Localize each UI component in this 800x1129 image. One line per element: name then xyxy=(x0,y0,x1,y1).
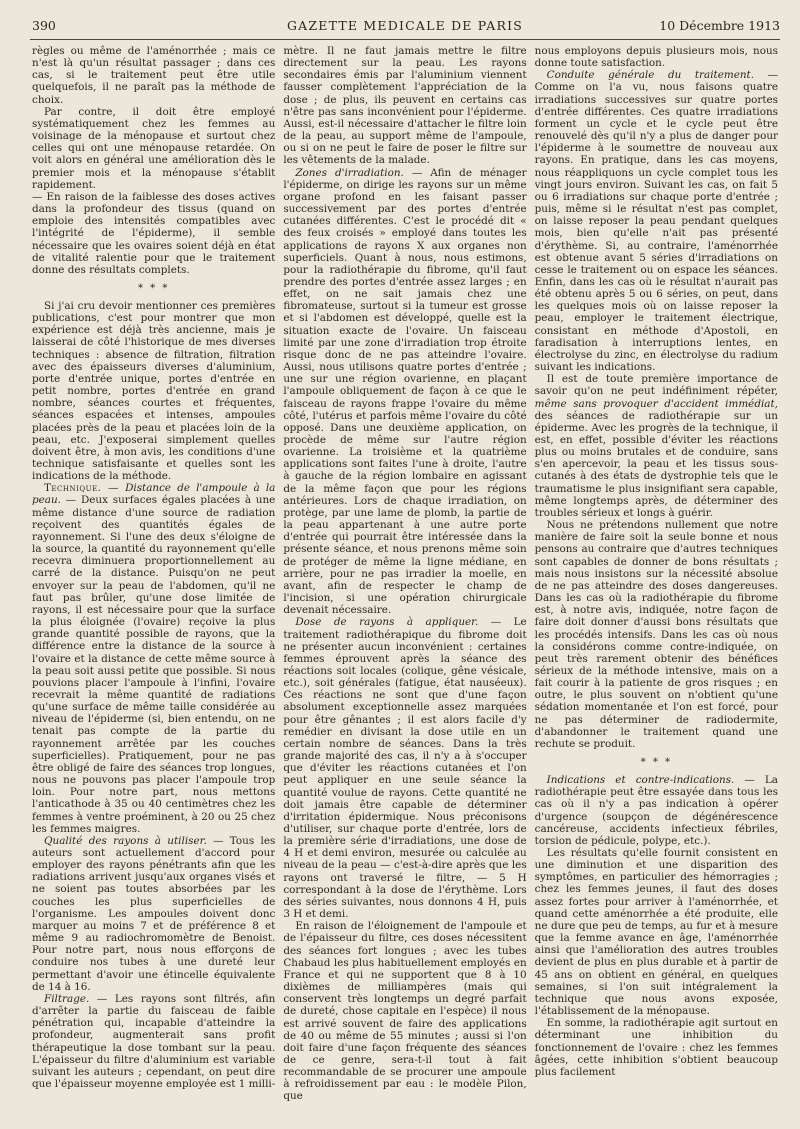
subheading: Qualité des rayons à utiliser. xyxy=(44,834,207,847)
issue-date: 10 Décembre 1913 xyxy=(659,18,780,33)
paragraph-quality xyxy=(32,835,275,993)
paragraph: En raison de l'éloignement de l'ampoule et de l'épaisseur du filtre, ces doses nécessitent des séances fort longues ; avec les tubes Chabaud les plus habituellement employés en France et qui ne supportent que 8 à 10 dixièmes de milliampères (mais qui conservent très longtemps un degré parfait de dureté, chose capitale en l'espèce) il nous est arrivé souvent de faire des applications de 40 ou même de 55 minutes ; aussi si l'on doit faire d'une façon fréquente des séances de ce genre, sera-t-il tout à fait recommandable de se procurer une ampoule à refroidissement par eau : le modèle Pilon, que xyxy=(283,920,527,1103)
paragraph-technique xyxy=(32,482,275,835)
column-2 xyxy=(283,45,526,1123)
paragraph: En somme, la radiothérapie agit surtout en déterminant une inhibition du fonctionnement de l'ovaire : chez les femmes âgées, cette inhibition s'obtient beaucoup plus facilement xyxy=(534,1017,778,1078)
section-heading: Technique. — xyxy=(44,482,119,495)
paragraph: — En raison de la faiblesse des doses actives dans la profondeur des tissus (quand on emploie des intensités compatibles avec l'intégrité de l'épiderme), il semble nécessaire que les ovaires soient déjà en état de vitalité ralentie pour que le traitement donne des résultats complets. xyxy=(32,190,276,276)
paragraph: nous employons depuis plusieurs mois, nous donne toute satisfaction. xyxy=(534,45,778,70)
column-1 xyxy=(32,45,275,1123)
subheading: Indications et contre-indications. xyxy=(546,774,735,787)
paragraph: mètre. Il ne faut jamais mettre le filtre directement sur la peau. Les rayons secondaires émis par l'aluminium viennent fausser complètement l'appréciation de la dose ; de plus, ils peuvent en certains cas n'être pas sans inconvénient pour l'épiderme. Aussi, est-il nécessaire d'attacher le filtre loin de la peau, au support même de l'ampoule, ou si on ne peut le faire de poser le filtre sur les vêtements de la malade. xyxy=(283,45,527,167)
paragraph: Les résultats qu'elle fournit consistent en une diminution et une disparition des symptômes, en particulier des hémorragies ; chez les femmes jeunes, il faut des doses assez fortes pour arriver à l'aménorrhée, et quand cette aménorrhée a été produite, elle ne dure que peu de temps, au fur et à mesure que la femme avance en âge, l'aménorrhée ainsi que l'amélioration des autres troubles devient de plus en plus durable et à partir de 45 ans on obtient en général, en quelques semaines, si l'on suit intégralement la technique que nous avons exposée, l'établissement de la ménopause. xyxy=(534,847,778,1018)
paragraph: Par contre, il doit être employé systématiquement chez les femmes au voisinage de la ménopause et surtout chez celles qui ont une ménopause retardée. On voit alors en général une amélioration dès le premier mois et la ménopause s'établit rapidement. xyxy=(32,105,276,191)
paragraph-text: — Tous les auteurs sont actuellement d'accord pour employer des rayons pénétrants afin que les radiations arrivent jusqu'aux organes visés et ne soient pas toutes absorbées par les couches les plus superficielles de l'organisme. Les ampoules doivent donc marquer au moins 7 et de préférence 8 et même 9 au radiochromomètre de Benoist. Pour notre part, nous nous efforçons de conduire nos tubes à une dureté leur permettant d'avoir une étincelle équivalente de 14 à 16. xyxy=(32,834,276,993)
paragraph-text: — La radiothérapie peut être essayée dans tous les cas où il n'y a pas indication à opérer d'urgence (soupçon de dégénérescence cancéreuse, accidents infectieux fébriles, torsion de pédicule, polype, etc.). xyxy=(534,774,778,847)
paragraph-text: des séances de radiothérapie sur un épiderme. Avec les progrès de la technique, il est, en effet, possible d'éviter les réactions plus ou moins brutales et de conduire, sans s'en apercevoir, la peau et les tissus sous-cutanés à des états de dystrophie tels que le traumatisme le plus insignifiant sera capable, même longtemps après, de déterminer des troubles sérieux et longs à guérir. xyxy=(534,409,778,519)
paragraph-conduite xyxy=(535,69,778,373)
running-header xyxy=(30,18,780,40)
paragraph-text: — Le traitement radiothérapique du fibrome doit ne présenter aucun inconvénient : certaines femmes éprouvent après la séance des réactions soit locales (colique, gêne vésicale, etc.), soit générales (fatigue, état nauséeux). Ces réactions ne sont que d'une façon absolument exceptionnelle assez marquées pour être gênantes ; il est alors facile d'y remédier en divisant la dose utile en un certain nombre de séances. Dans la très grande majorité des cas, il n'y a à s'occuper que d'éviter les réactions cutanées et l'on peut appliquer en une seule séance la quantité voulue de rayons. Cette quantité ne doit jamais être capable de déterminer d'irritation épidermique. Nous préconisons d'utiliser, sur chaque porte d'entrée, lors de la première série d'irradiations, une dose de 4 H et demi environ, mesurée ou calculée au niveau de la peau — c'est-à-dire après que les rayons ont traversé le filtre, — 5 H correspondant à la dose de l'érythème. Lors des séries suivantes, nous donnons 4 H, puis 3 H et demi. xyxy=(283,616,527,921)
section-separator: * * * xyxy=(640,757,672,769)
header-rule xyxy=(30,39,780,40)
paragraph-text: — Les rayons sont filtrés, afin d'arrêter la partie du faisceau de faible pénétration qui, incapable d'atteindre la profondeur, augmenterait sans profit thérapeutique la dose tombant sur la peau. L'épaisseur du filtre d'aluminium est variable suivant les auteurs ; cependant, on peut dire que l'épaisseur moyenne employée est 1 milli- xyxy=(32,992,276,1090)
subheading: Conduite générale du traitement. xyxy=(546,69,755,82)
paragraph-text: — Afin de ménager l'épiderme, on dirige les rayons sur un même organe profond en les faisant passer successivement par des portes d'entrée cutanées différentes. C'est le procédé dit « des feux croisés » employé dans toutes les applications de rayons X aux organes non superficiels. Quant à nous, nous estimons, pour la radiothérapie du fibrome, qu'il faut prendre des portes d'entrée assez larges ; en effet, on ne sait jamais chez une fibromateuse, surtout si la tumeur est grosse et si l'abdomen est développé, quelle est la situation exacte de l'ovaire. Un faisceau limité par une zone d'irradiation trop étroite risque donc de ne pas atteindre l'ovaire. Aussi, nous utilisons quatre portes d'entrée ; une sur une région ovarienne, en plaçant l'ampoule obliquement de façon à ce que le faisceau de rayons frappe l'ovaire du même côté, l'utérus et parfois même l'ovaire du côté opposé. Dans une deuxième application, on procède de même sur l'autre région ovarienne. La troisième et la quatrième applications sont faites l'une à droite, l'autre à gauche de la région lombaire en agissant de la même façon que pour les régions antérieures. Lors de chaque irradiation, on protège, par une lame de plomb, la partie de la peau appartenant à une autre porte d'entrée qui pourrait être intéressée dans la présente séance, et nous prenons même soin de protéger de même la ligne médiane, en arrière, pour ne pas irradier la moelle, en avant, afin de respecter le champ de l'incision, si une opération chirurgicale devenait nécessaire. xyxy=(283,166,527,617)
paragraph-text: — Comme on l'a vu, nous faisons quatre irradiations successives sur quatre portes d'entrée différentes. Ces quatre irradiations forment un cycle et le cycle peut être renouvelé dès qu'il n'y a plus de danger pour l'épiderme à le soumettre de nouveau aux rayons. En pratique, dans les cas moyens, nous réappliquons un cycle complet tous les vingt jours environ. Suivant les cas, on fait 5 ou 6 irradiations sur chaque porte d'entrée ; puis, même si le résultat n'est pas complet, on laisse reposer la peau pendant quelques mois, bien qu'elle n'ait pas présenté d'érythème. Si, au contraire, l'aménorrhée est obtenue avant 5 séries d'irradiations on cesse le traitement ou on espace les séances. Enfin, dans les cas où le résultat n'aurait pas été obtenu après 5 ou 6 séries, on peut, dans les quelques mois où on laisse reposer la peau, employer le traitement électrique, consistant en méthode d'Apostoli, en faradisation à interruptions lentes, en électrolyse du zinc, en électrolyse du radium suivant les indications. xyxy=(534,69,778,374)
paragraph-filtrage xyxy=(32,993,275,1090)
text-columns xyxy=(32,45,778,1123)
subheading: Distance de l'ampoule à la peau. xyxy=(32,482,276,507)
paragraph-dose xyxy=(283,616,526,920)
section-separator: * * * xyxy=(137,282,170,294)
paragraph-importance xyxy=(535,373,778,519)
journal-title: GAZETTE MEDICALE DE PARIS xyxy=(286,18,524,33)
emphasis: même sans provoquer d'accident immédiat, xyxy=(534,397,778,410)
column-3 xyxy=(535,45,778,1123)
subheading: Filtrage. xyxy=(44,992,90,1005)
paragraph-text: — Deux surfaces égales placées à une même distance d'une source de radiation reçoivent des quantités égales de rayonnement. Si l'une des deux s'éloigne de la source, la quantité du rayonnement qu'elle recevra diminuera proportionnellement au carré de la distance. Puisqu'on ne peut envoyer sur la peau de l'abdomen, qu'il ne faut pas brûler, qu'une dose limitée de rayons, il est nécessaire pour que la surface la plus éloignée (l'ovaire) reçoive la plus grande quantité possible de rayons, que la différence entre la distance de la source à l'ovaire et la distance de cette même source à la peau soit aussi petite que possible. Si nous pouvions placer l'ampoule à l'infini, l'ovaire recevrait la même quantité de radiations qu'une surface de même taille considérée au niveau de l'épiderme (si, bien entendu, on ne tenait pas compte de la partie du rayonnement arrêtée par les couches superficielles). Pratiquement, pour ne pas être obligé de faire des séances trop longues, nous ne pouvons pas placer l'ampoule trop loin. Pour notre part, nous mettons l'anticathode à 35 ou 40 centimètres chez les femmes à ventre proéminent, à 20 ou 25 chez les femmes maigres. xyxy=(32,494,276,835)
paragraph: Nous ne prétendons nullement que notre manière de faire soit la seule bonne et nous pensons au contraire que d'autres techniques sont capables de donner de bons résultats ; mais nous insistons sur la nécessité absolue de ne pas atteindre des doses dangereuses. Dans les cas où la radiothérapie du fibrome est, à notre avis, indiquée, notre façon de faire doit donner d'aussi bons résultats que les procédés intensifs. Dans les cas où nous la considérons comme contre-indiquée, on peut très rarement obtenir des bénéfices sérieux de la méthode intensive, mais on a fait courir à la patiente de gros risques ; en outre, le plus souvent on n'obtient qu'une sédation momentanée et l'on est forcé, pour ne pas déterminer de radiodermite, d'abandonner le traitement quand une rechute se produit. xyxy=(534,519,778,750)
subheading: Zones d'irradiation. xyxy=(295,166,404,179)
paragraph-indications xyxy=(535,774,778,847)
paragraph: Si j'ai cru devoir mentionner ces premières publications, c'est pour montrer que mon expérience est déjà très ancienne, mais je laisserai de côté l'historique de mes diverses techniques : absence de filtration, filtration avec des épaisseurs diverses d'aluminium, porte d'entrée unique, portes d'entrée en petit nombre, portes d'entrée en grand nombre, séances courtes et fréquentes, séances espacées et intenses, ampoules placées près de la peau et placées loin de la peau, etc. J'exposerai simplement quelles doivent être, à mon avis, les conditions d'une technique satisfaisante et quelles sont les indications de la méthode. xyxy=(32,299,276,483)
subheading: Dose de rayons à appliquer. xyxy=(295,616,479,629)
page-number: 390 xyxy=(32,18,56,33)
paragraph-text: Il est de toute première importance de savoir qu'on ne peut indéfiniment répéter, xyxy=(534,373,778,398)
paragraph: règles ou même de l'aménorrhée ; mais ce n'est là qu'un résultat passager ; dans ces cas, si le traitement peut être utile quelquefois, il ne paraît pas la méthode de choix. xyxy=(32,45,276,106)
paragraph-zones xyxy=(283,167,526,617)
